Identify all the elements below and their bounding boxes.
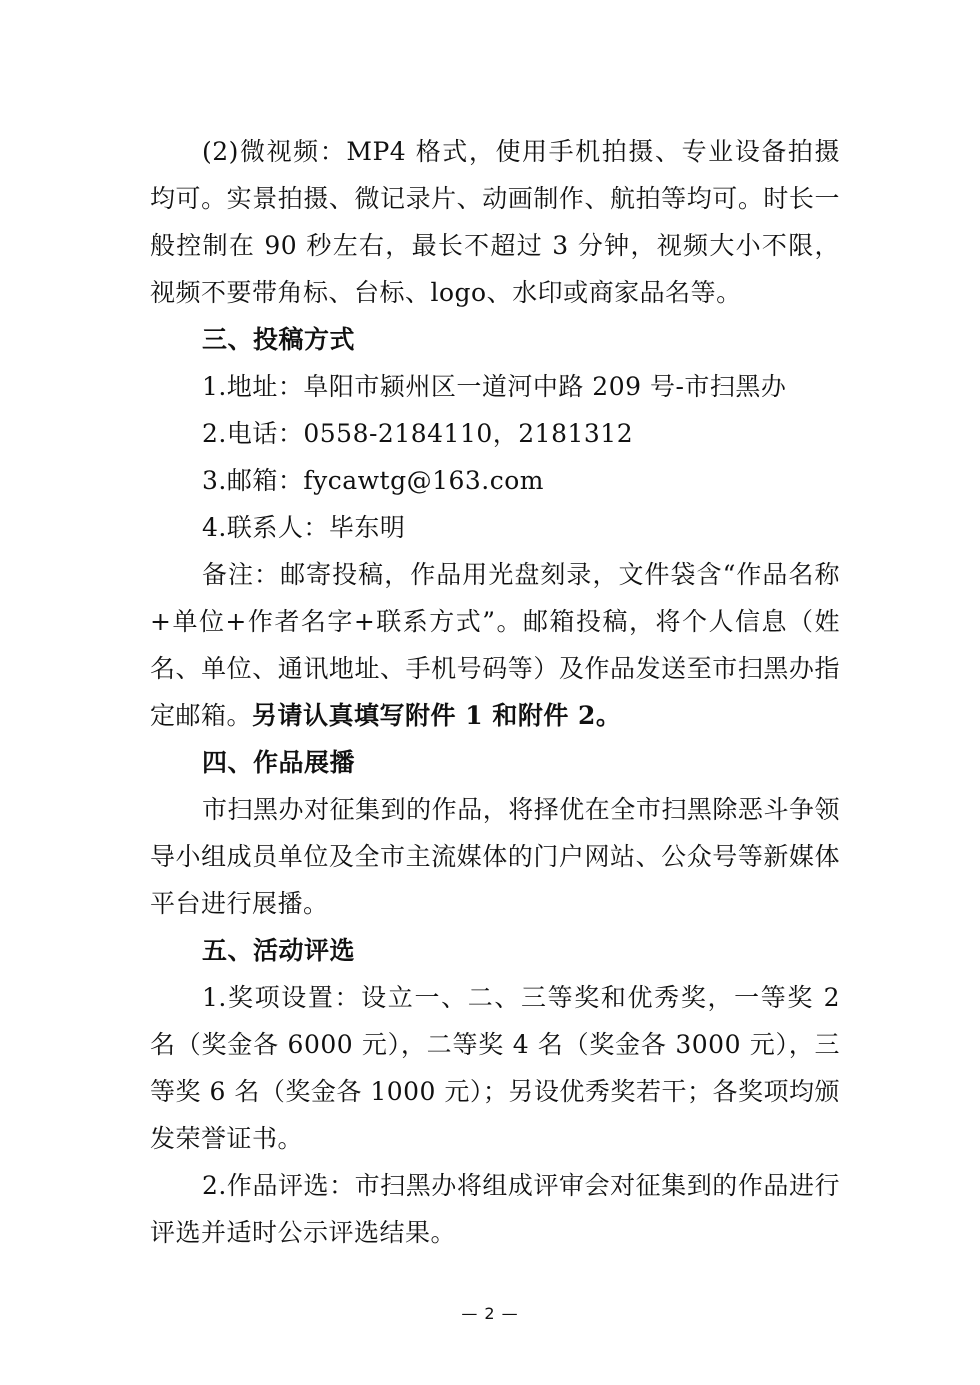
awards-paragraph: 1.奖项设置：设立一、二、三等奖和优秀奖，一等奖 2 名（奖金各 6000 元），二等奖 4 名（奖金各 3000 元），三等奖 6 名（奖金各 1000 元）；另设优秀奖若干；各奖项均颁发荣誉证书。 <box>150 983 840 1153</box>
page-number: — 2 — <box>461 1304 519 1323</box>
submission-note-text: 备注：邮寄投稿，作品用光盘刻录，文件袋含“作品名称+单位+作者名字+联系方式”。邮箱投稿，将个人信息（姓名、单位、通讯地址、手机号码等）及作品发送至市扫黑办指定邮箱。 <box>150 560 840 730</box>
exhibition-paragraph: 市扫黑办对征集到的作品，将择优在全市扫黑除恶斗争领导小组成员单位及全市主流媒体的门户网站、公众号等新媒体平台进行展播。 <box>150 795 840 918</box>
submission-note-bold: 另请认真填写附件 1 和附件 2。 <box>252 701 622 730</box>
submission-email: 3.邮箱：fycawtg@163.com <box>202 466 545 495</box>
section-heading-exhibition: 四、作品展播 <box>202 748 356 777</box>
section-heading-evaluation: 五、活动评选 <box>202 936 356 965</box>
submission-address: 1.地址：阜阳市颍州区一道河中路 209 号-市扫黑办 <box>202 372 787 401</box>
submission-phone: 2.电话：0558-2184110，2181312 <box>202 419 634 448</box>
selection-paragraph: 2.作品评选：市扫黑办将组成评审会对征集到的作品进行评选并适时公示评选结果。 <box>150 1171 840 1247</box>
document-body <box>150 128 840 1256</box>
video-requirements-paragraph: (2)微视频：MP4 格式，使用手机拍摄、专业设备拍摄均可。实景拍摄、微记录片、动画制作、航拍等均可。时长一般控制在 90 秒左右，最长不超过 3 分钟，视频大小不限，视频不要带角标、台标、logo、水印或商家品名等。 <box>150 137 840 307</box>
submission-contact: 4.联系人：毕东明 <box>202 513 406 542</box>
submission-note <box>150 551 840 739</box>
section-heading-submission: 三、投稿方式 <box>202 325 356 354</box>
